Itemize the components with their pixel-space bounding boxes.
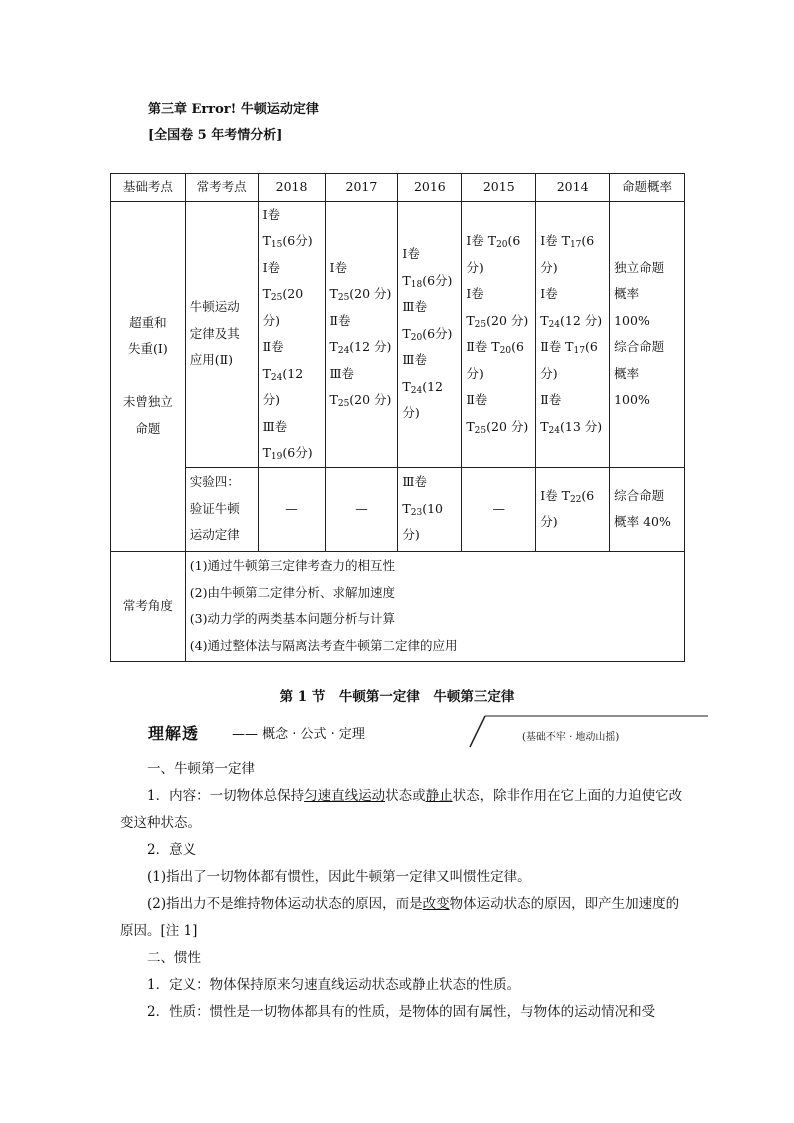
header-cell: 2015: [462, 174, 536, 202]
angles-cell: [185, 551, 684, 661]
banner-subtitle: —— 概念 · 公式 · 定理: [232, 727, 365, 742]
angle-item: (4)通过整体法与隔离法考查牛顿第二定律的应用: [189, 637, 458, 653]
table-row: [111, 201, 685, 467]
year-2017-cell: Ⅰ卷 $T_{25}(20$ 分) Ⅱ卷 $T_{24}(12$ 分) Ⅲ卷 $T_{25}(20$ 分): [325, 201, 398, 467]
banner-rule: [140, 714, 710, 748]
header-cell: 2018: [258, 174, 325, 202]
paragraph: 1．内容：一切物体总保持匀速直线运动状态或静止状态，除非作用在它上面的力迫使它改变这种状态。: [120, 788, 683, 831]
table-row: [111, 551, 685, 661]
year-2018-cell: —: [258, 467, 325, 551]
header-cell: 命题概率: [610, 174, 685, 202]
year-2017-cell: —: [325, 467, 398, 551]
year-2015-cell: —: [462, 467, 536, 551]
year-2016-cell: Ⅲ卷 $T_{23}(10$ 分): [398, 467, 462, 551]
table-header-row: [111, 174, 685, 202]
paragraph: (1)指出了一切物体都有惯性，因此牛顿第一定律又叫惯性定律。: [147, 869, 531, 885]
probability-cell: 综合命题 概率 40%: [610, 467, 685, 551]
paragraph: 1．定义：物体保持原来匀速直线运动状态或静止状态的性质。: [147, 977, 521, 993]
header-cell: 2014: [536, 174, 610, 202]
year-2014-cell: Ⅰ卷 $T_{22}(6$ 分): [536, 467, 610, 551]
angle-item: (2)由牛顿第二定律分析、求解加速度: [189, 584, 395, 600]
year-2018-cell: Ⅰ卷 $T_{15}(6$分) Ⅰ卷 $T_{25}(20$ 分) Ⅱ卷 $T_{24}(12$ 分) Ⅲ卷 $T_{19}(6$分): [258, 201, 325, 467]
paragraph: (2)指出力不是维持物体运动状态的原因，而是改变物体运动状态的原因，即产生加速度的原因。[注 1]: [120, 896, 680, 939]
header-cell: 常考考点: [185, 174, 258, 202]
body-text: [120, 756, 685, 1026]
angle-label-cell: 常考角度: [111, 551, 186, 661]
chapter-heading: 第三章 Error! 牛顿运动定律: [148, 102, 319, 117]
year-2015-cell: Ⅰ卷 $T_{20}(6$ 分) Ⅰ卷 $T_{25}(20$ 分) Ⅱ卷 $T_{20}(6$ 分) Ⅱ卷 $T_{25}(20$ 分): [462, 201, 536, 467]
heading-newton-first-law: 一、牛顿第一定律: [147, 761, 255, 777]
section-title: 第 1 节 牛顿第一定律 牛顿第三定律: [279, 689, 515, 705]
table-row: [111, 467, 685, 551]
year-2014-cell: Ⅰ卷 $T_{17}(6$ 分) Ⅰ卷 $T_{24}(12$ 分) Ⅱ卷 $T_{17}(6$ 分) Ⅱ卷 $T_{24}(13$ 分): [536, 201, 610, 467]
subheading-meaning: 2．意义: [147, 842, 197, 858]
header-cell: 基础考点: [111, 174, 186, 202]
banner-title: 理解透: [148, 724, 200, 743]
topic-cell: 实验四： 验证牛顿 运动定律: [185, 467, 258, 551]
angle-item: (3)动力学的两类基本问题分析与计算: [189, 611, 395, 626]
header-cell: 2016: [398, 174, 462, 202]
base-point-cell: 超重和 失重(Ⅰ) 未曾独立 命题: [111, 201, 186, 551]
exam-analysis-table: [110, 173, 685, 662]
topic-cell: 牛顿运动 定律及其 应用(Ⅱ): [185, 201, 258, 467]
heading-inertia: 二、惯性: [147, 950, 201, 966]
angle-item: (1)通过牛顿第三定律考查力的相互性: [189, 558, 395, 573]
analysis-heading: [全国卷 5 年考情分析]: [148, 128, 283, 143]
probability-cell: 独立命题 概率 100% 综合命题 概率 100%: [610, 201, 685, 467]
banner-motto: (基础不牢 · 地动山摇): [522, 732, 620, 743]
paragraph: 2．性质：惯性是一切物体都具有的性质，是物体的固有属性，与物体的运动情况和受: [147, 1004, 656, 1020]
header-cell: 2017: [325, 174, 398, 202]
year-2016-cell: Ⅰ卷 $T_{18}(6$分) Ⅲ卷 $T_{20}(6$分) Ⅲ卷 $T_{24}(12$ 分): [398, 201, 462, 467]
